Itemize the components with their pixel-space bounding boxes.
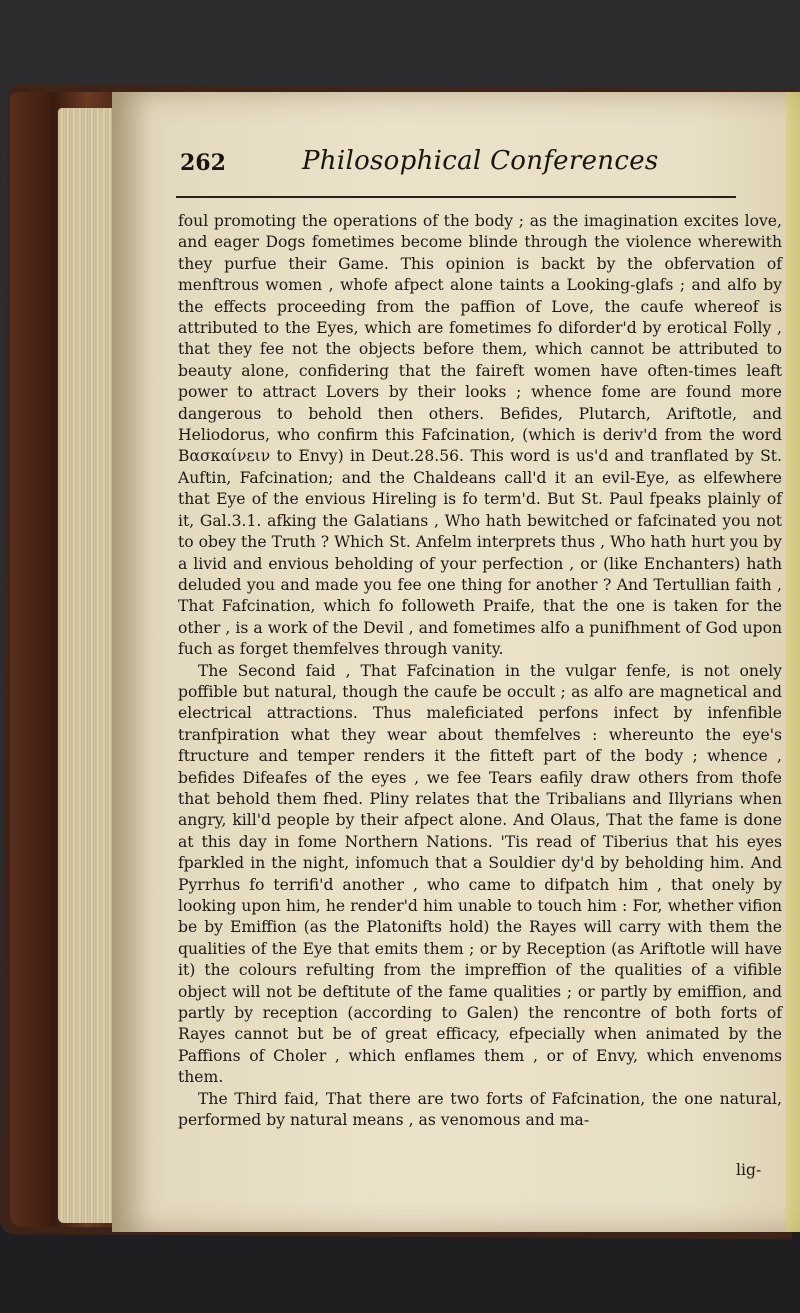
catchword: lig- bbox=[736, 1161, 762, 1179]
body-text bbox=[178, 211, 782, 1131]
header-rule bbox=[176, 196, 736, 198]
paragraph-first: foul promoting the operations of the body ; as the imagination excites love, and eager Dogs fometimes become blinde through the violence wherewith they purfue their Game. This opinion is backt by the obfervation of menftrous women , whofe afpect alone taints a Looking-glafs ; and alfo by the effects proceeding from the paffion of Love, the caufe whereof is attributed to the Eyes, which are fometimes fo diforder'd by erotical Folly , that they fee not the objects before them, which cannot be attributed to beauty alone, confidering that the faireft women have often-times leaft power to attract Lovers by their looks ; whence fome are found more dangerous to behold then others. Befides, Plutarch, Ariftotle, and Heliodorus, who confirm this Fafcination, (which is deriv'd from the word Βασκαίνειν to Envy) in Deut.28.56. This word is us'd and tranflated by St. Auftin, Fafcination; and the Chaldeans call'd it an evil-Eye, as elfewhere that Eye of the envious Hireling is fo term'd. But St. Paul fpeaks plainly of it, Gal.3.1. afking the Galatians , Who hath bewitched or fafcinated you not to obey the Truth ? Which St. Anfelm interprets thus , Who hath hurt you by a livid and envious beholding of your perfection , or (like Enchanters) hath deluded you and made you fee one thing for another ? And Tertullian faith , That Fafcination, which fo followeth Praife, that the one is taken for the other , is a work of the Devil , and fometimes alfo a punifhment of God upon fuch as forget themfelves through vanity. bbox=[178, 212, 782, 659]
paragraph-second: The Second faid , That Fafcination in the vulgar fenfe, is not onely poffible but natural, though the caufe be occult ; as alfo are magnetical and electrical attractions. Thus maleficiated perfons infect by infenfible tranfpiration what they wear about themfelves : whereunto the eye's ftructure and temper renders it the fitteft part of the body ; whence , befides Difeafes of the eyes , we fee Tears eafily draw others from thofe that behold them fhed. Pliny relates that the Tribalians and Illyrians when angry, kill'd people by their afpect alone. And Olaus, That the fame is done at this day in fome Northern Nations. 'Tis read of Tiberius that his eyes fparkled in the night, infomuch that a Souldier dy'd by beholding him. And Pyrrhus fo terrifi'd another , who came to difpatch him , that onely by looking upon him, he render'd him unable to touch him : For, whether vifion be by Emiffion (as the Platonifts hold) the Rayes will carry with them the qualities of the Eye that emits them ; or by Reception (as Ariftotle will have it) the colours refulting from the impreffion of the qualities of a vifible object will not be deftitute of the fame qualities ; or partly by emiffion, and partly by reception (according to Galen) the rencontre of both forts of Rayes cannot but be of great efficacy, efpecially when animated by the Paffions of Choler , which enflames them , or of Envy, which envenoms them. bbox=[178, 661, 782, 1087]
page-number: 262 bbox=[180, 150, 226, 176]
paragraph-third: The Third faid, That there are two forts of Fafcination, the one natural, performed by natural means , as venomous and ma- bbox=[178, 1089, 782, 1130]
facing-page-edge bbox=[786, 92, 800, 1232]
running-title: Philosophical Conferences bbox=[302, 146, 659, 176]
